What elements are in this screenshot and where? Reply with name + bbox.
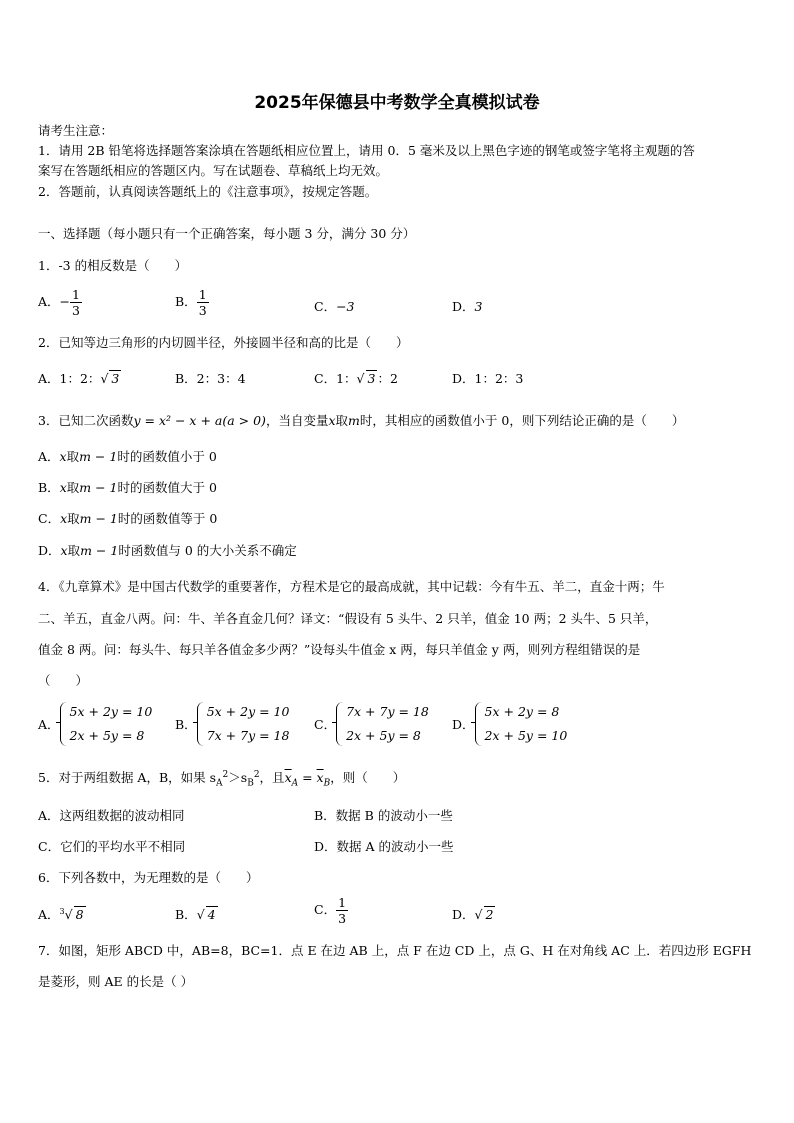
brace-icon — [336, 702, 343, 746]
question-1-option-d[interactable] — [452, 297, 482, 315]
mean-b-subscript: B — [323, 778, 331, 789]
option-tail: 时函数值与 0 的大小关系不确定 — [118, 543, 297, 558]
sqrt-sign: √ — [474, 907, 483, 922]
question-4-line-1: 4．《九章算术》是中国古代数学的重要著作，方程术是它的最高成就，其中记载：今有牛五、羊二，直金十两；牛 — [38, 579, 665, 594]
equation-1: 5x + 2y = 8 — [484, 704, 560, 719]
notice-heading: 请考生注意： — [38, 123, 114, 138]
option-expr: m − 1 — [79, 511, 118, 526]
question-3-stem — [38, 411, 684, 429]
question-1-option-c[interactable] — [314, 297, 355, 315]
option-expr: m − 1 — [79, 449, 118, 464]
option-expr: m − 1 — [79, 480, 118, 495]
question-3-option-c[interactable] — [38, 509, 217, 527]
option-label: B． — [175, 294, 197, 309]
sqrt-sign: √ — [196, 907, 205, 922]
option-var: x — [59, 480, 67, 495]
stem-pre: 5．对于两组数据 A，B，如果 s — [38, 770, 217, 785]
radicand: 8 — [75, 907, 84, 922]
numerator: 1 — [198, 287, 207, 302]
option-label: C． — [314, 902, 337, 917]
option-label: A． — [38, 449, 60, 464]
question-2-option-d[interactable]: D．1：2：3 — [452, 371, 524, 386]
brace-icon — [475, 702, 482, 746]
equation-2: 2x + 5y = 8 — [346, 728, 421, 743]
equation-2: 2x + 5y = 8 — [69, 728, 145, 743]
question-6-option-d[interactable] — [452, 905, 495, 923]
question-4-option-a[interactable] — [38, 700, 152, 748]
equation-system — [60, 700, 153, 748]
option-label: D． — [452, 717, 475, 732]
option-label: C． — [314, 299, 337, 314]
equation-1: 5x + 2y = 10 — [69, 704, 153, 719]
sqrt-sign: √ — [356, 371, 365, 386]
question-6-option-a[interactable] — [38, 905, 86, 923]
option-label: A． — [38, 294, 60, 309]
option-label: D． — [452, 907, 475, 922]
brace-icon — [60, 702, 67, 746]
superscript-2: 2 — [222, 769, 229, 780]
option-mid: 取 — [67, 543, 81, 558]
page-title: 2025年保德县中考数学全真模拟试卷 — [254, 93, 540, 113]
equals-sign: = — [298, 770, 317, 785]
option-mid: 取 — [67, 511, 80, 526]
stem-var-m: m — [348, 413, 360, 428]
question-4-line-2: 二、羊五，直金八两。问：牛、羊各直金几何？译文：“假设有 5 头牛、2 只羊，值金 10 两；2 头牛、5 只羊， — [38, 611, 658, 626]
option-label: A． — [38, 907, 60, 922]
subscript-a: A — [216, 778, 223, 789]
question-3-option-a[interactable] — [38, 447, 217, 465]
equation-1: 7x + 7y = 18 — [346, 704, 429, 719]
option-var: x — [60, 543, 68, 558]
question-1-option-b[interactable] — [175, 287, 209, 318]
radicand: 3 — [367, 371, 376, 386]
radicand: 4 — [207, 907, 216, 922]
denominator: 3 — [198, 303, 207, 318]
option-label: A． — [38, 717, 60, 732]
question-3-option-d[interactable] — [38, 541, 297, 559]
question-4-line-4: （ ） — [38, 673, 89, 688]
option-label: B． — [175, 907, 197, 922]
question-7-line-1: 7．如图，矩形 ABCD 中，AB=8，BC=1．点 E 在边 AB 上，点 F 在边 CD 上，点 G、H 在对角线 AC 上．若四边形 EGFH — [38, 943, 752, 958]
equation-2: 2x + 5y = 10 — [484, 728, 568, 743]
question-5-option-c[interactable]: C．它们的平均水平不相同 — [38, 839, 186, 854]
notice-line-2: 2．答题前，认真阅读答题纸上的《注意事项》，按规定答题。 — [38, 184, 378, 199]
option-label: D． — [452, 299, 475, 314]
greater-than: ＞s — [228, 770, 248, 785]
option-mid: 取 — [66, 449, 80, 464]
subscript-b: B — [247, 778, 254, 789]
mean-a: $\overline{x}$ — [284, 770, 292, 785]
fraction — [70, 287, 82, 318]
question-4-option-d[interactable] — [452, 700, 567, 748]
question-4-line-3: 值金 8 两。问：每头牛、每只羊各值金多少两？”设每头牛值金 x 两，每只羊值金 y 两，则列方程组错误的是 — [38, 642, 641, 657]
sqrt-sign: √ — [100, 371, 109, 386]
question-1-option-a[interactable] — [38, 287, 82, 318]
mean-b: $\overline{x}$ — [316, 770, 324, 785]
question-2-option-b[interactable]: B．2：3：4 — [175, 371, 246, 386]
equation-system — [336, 700, 429, 748]
option-label: A．1：2： — [38, 371, 101, 386]
radicand: 3 — [111, 371, 120, 386]
question-6-option-b[interactable] — [175, 905, 218, 923]
stem-post: ，则（ ） — [330, 770, 406, 785]
question-5-stem — [38, 768, 405, 789]
notice-line-1a: 1．请用 2B 铅笔将选择题答案涂填在答题纸相应位置上，请用 0．5 毫米及以上黑色字迹的钢笔或签字笔将主观题的答 — [38, 143, 695, 158]
question-4-option-c[interactable] — [314, 700, 429, 748]
equation-system — [475, 700, 568, 748]
stem-mid: ，且 — [259, 770, 285, 785]
option-value: −3 — [336, 299, 355, 314]
option-label: B． — [175, 717, 197, 732]
question-7-line-2: 是菱形，则 AE 的长是（ ） — [38, 974, 194, 989]
stem-pre: 3．已知二次函数 — [38, 413, 134, 428]
fraction — [336, 895, 348, 926]
option-var: x — [59, 449, 67, 464]
option-mid: 取 — [66, 480, 80, 495]
option-label: C． — [38, 511, 61, 526]
question-2-option-c[interactable] — [314, 369, 398, 387]
notice-line-1b: 案写在答题纸相应的答题区内。写在试题卷、草稿纸上均无效。 — [38, 163, 389, 178]
radicand: 2 — [485, 907, 494, 922]
option-value: 3 — [474, 299, 483, 314]
equation-2: 7x + 7y = 18 — [206, 728, 290, 743]
option-expr: m − 1 — [80, 543, 119, 558]
question-3-option-b[interactable] — [38, 478, 217, 496]
superscript-2: 2 — [253, 769, 260, 780]
question-2-stem: 2．已知等边三角形的内切圆半径，外接圆半径和高的比是（ ） — [38, 335, 409, 350]
option-tail: 时的函数值小于 0 — [117, 449, 217, 464]
root-index: 3 — [59, 906, 65, 916]
option-label: C． — [314, 717, 337, 732]
mean-a-subscript: A — [291, 778, 299, 789]
equation-system — [197, 700, 290, 748]
section-heading: 一、选择题（每小题只有一个正确答案，每小题 3 分，满分 30 分） — [38, 226, 416, 241]
numerator: 1 — [72, 287, 80, 302]
option-label: C．1： — [314, 371, 357, 386]
question-5-option-a[interactable]: A．这两组数据的波动相同 — [38, 808, 185, 823]
denominator: 3 — [338, 911, 347, 926]
stem-var-x: x — [328, 413, 336, 428]
question-6-option-c[interactable] — [314, 895, 348, 926]
minus-sign: − — [59, 294, 71, 309]
sqrt-sign: √ — [64, 907, 73, 922]
option-tail: 时的函数值大于 0 — [117, 480, 217, 495]
numerator: 1 — [338, 895, 347, 910]
stem-post: 时，其相应的函数值小于 0，则下列结论正确的是（ ） — [359, 413, 685, 428]
stem-mid2: 取 — [335, 413, 349, 428]
fraction — [197, 287, 209, 318]
option-label: B． — [38, 480, 60, 495]
option-var: x — [60, 511, 68, 526]
stem-formula: y = x² − x + a(a > 0) — [133, 413, 266, 428]
question-5-option-b[interactable]: B．数据 B 的波动小一些 — [314, 808, 453, 823]
question-6-stem: 6．下列各数中，为无理数的是（ ） — [38, 870, 259, 885]
question-4-option-b[interactable] — [175, 700, 289, 748]
option-tail: ：2 — [377, 371, 398, 386]
equation-1: 5x + 2y = 10 — [206, 704, 290, 719]
denominator: 3 — [72, 303, 80, 318]
option-label: D． — [38, 543, 61, 558]
question-1-stem: 1．-3 的相反数是（ ） — [38, 258, 188, 273]
option-tail: 时的函数值等于 0 — [117, 511, 218, 526]
question-2-option-a[interactable] — [38, 369, 121, 387]
brace-icon — [197, 702, 204, 746]
stem-mid: ，当自变量 — [265, 413, 329, 428]
question-5-option-d[interactable]: D．数据 A 的波动小一些 — [314, 839, 454, 854]
